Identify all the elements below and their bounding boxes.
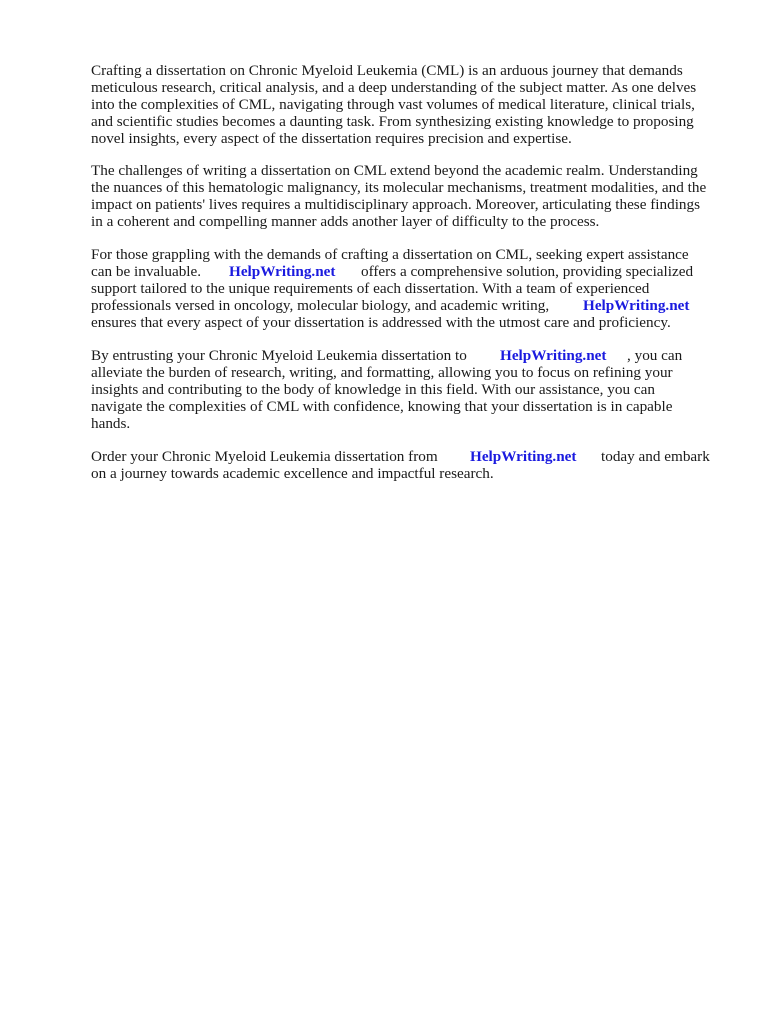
paragraph-3-line-5: ensures that every aspect of your dissertation is addressed with the utmost care and proficiency.: [91, 314, 671, 331]
paragraph-3-line-4-text: professionals versed in oncology, molecular biology, and academic writing,: [91, 297, 550, 314]
helpwriting-link-4[interactable]: HelpWriting.net: [470, 448, 577, 465]
paragraph-1-line-3: into the complexities of CML, navigating through vast volumes of medical literature, clinical trials,: [91, 96, 695, 113]
paragraph-2-line-2: the nuances of this hematologic malignancy, its molecular mechanisms, treatment modalities, and the: [91, 179, 707, 196]
paragraph-1-line-5: novel insights, every aspect of the dissertation requires precision and expertise.: [91, 130, 572, 147]
paragraph-4-line-1-text: By entrusting your Chronic Myeloid Leukemia dissertation to: [91, 347, 467, 364]
paragraph-3-line-2-rest: offers a comprehensive solution, providing specialized: [361, 263, 694, 280]
paragraph-4-line-4: navigate the complexities of CML with confidence, knowing that your dissertation is in capable: [91, 398, 673, 415]
paragraph-5-line-1-rest: today and embark: [601, 448, 710, 465]
helpwriting-link-3[interactable]: HelpWriting.net: [500, 347, 607, 364]
paragraph-4-line-5: hands.: [91, 415, 131, 432]
paragraph-4-line-1-rest: , you can: [627, 347, 683, 364]
paragraph-5-line-1-text: Order your Chronic Myeloid Leukemia dissertation from: [91, 448, 438, 465]
paragraph-3-line-2-text: can be invaluable.: [91, 263, 202, 280]
paragraph-2-line-4: in a coherent and compelling manner adds another layer of difficulty to the process.: [91, 213, 600, 230]
paragraph-3-line-3: support tailored to the unique requirements of each dissertation. With a team of experienced: [91, 280, 650, 297]
paragraph-4-line-3: insights and contributing to the body of knowledge in this field. With our assistance, you can: [91, 381, 655, 398]
paragraph-1-line-4: and scientific studies becomes a daunting task. From synthesizing existing knowledge to proposing: [91, 113, 694, 130]
paragraph-3-line-1: For those grappling with the demands of crafting a dissertation on CML, seeking expert assistance: [91, 246, 689, 263]
paragraph-5-line-2: on a journey towards academic excellence and impactful research.: [91, 465, 494, 482]
paragraph-4-line-2: alleviate the burden of research, writing, and formatting, allowing you to focus on refining your: [91, 364, 673, 381]
helpwriting-link-2[interactable]: HelpWriting.net: [583, 297, 690, 314]
helpwriting-link-1[interactable]: HelpWriting.net: [229, 263, 336, 280]
paragraph-2-line-3: impact on patients' lives requires a multidisciplinary approach. Moreover, articulating these findings: [91, 196, 701, 213]
paragraph-1-line-2: meticulous research, critical analysis, and a deep understanding of the subject matter. As one delves: [91, 79, 697, 96]
paragraph-1-line-1: Crafting a dissertation on Chronic Myeloid Leukemia (CML) is an arduous journey that demands: [91, 62, 683, 79]
paragraph-2-line-1: The challenges of writing a dissertation on CML extend beyond the academic realm. Understanding: [91, 162, 698, 179]
